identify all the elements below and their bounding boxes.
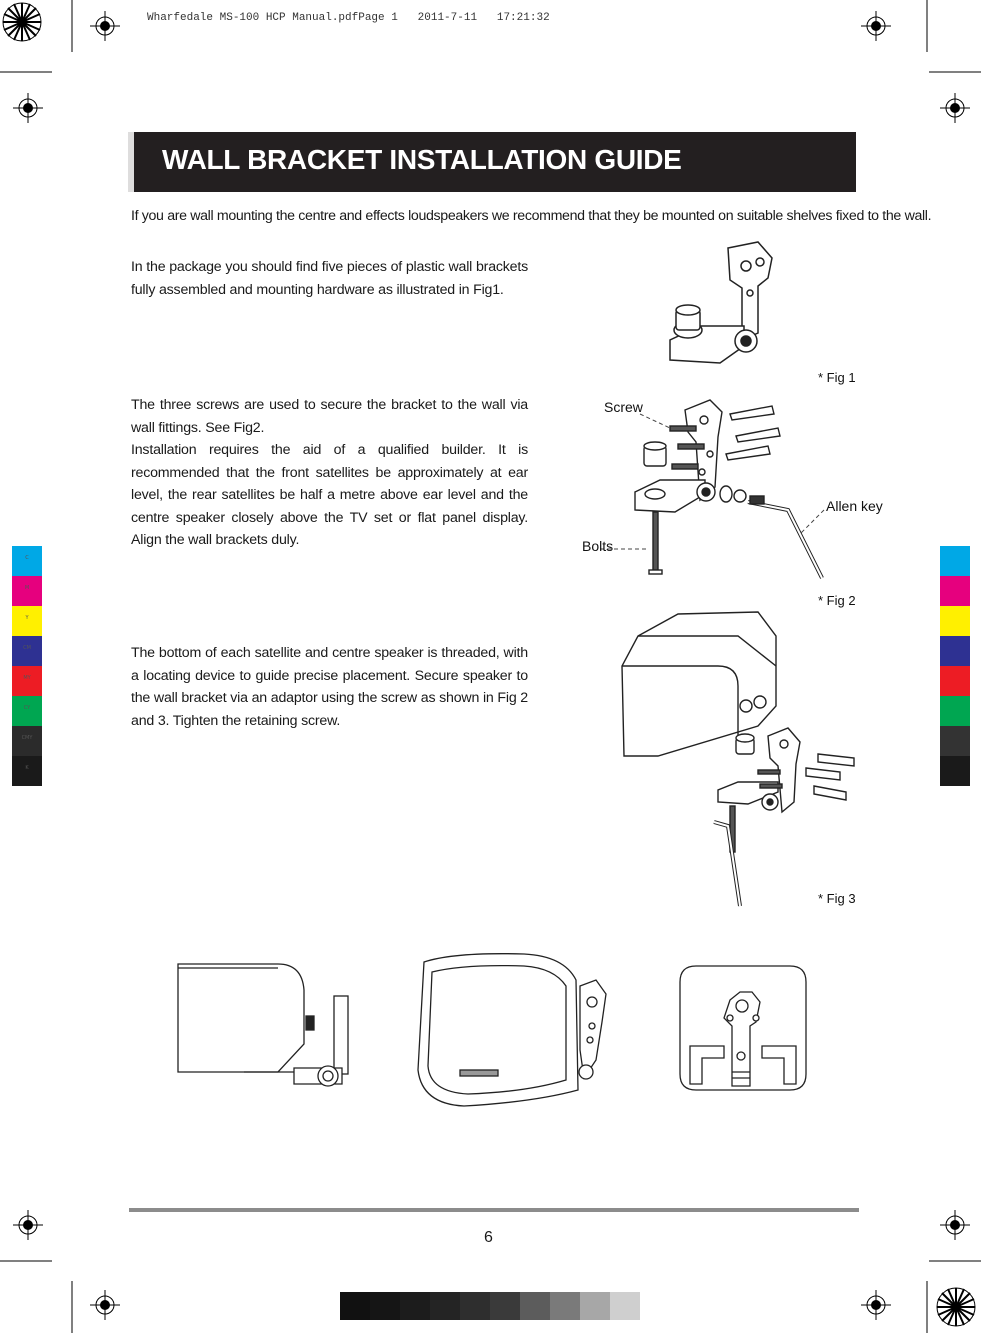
page-title: WALL BRACKET INSTALLATION GUIDE bbox=[162, 144, 682, 175]
star-target-icon bbox=[2, 2, 42, 42]
registration-target-icon bbox=[90, 1290, 120, 1320]
paragraph-threaded-bottom: The bottom of each satellite and centre speaker is threaded, with a locating device to guide precise placement. Secure speaker to the wall bracket via an adaptor using the screw as shown in Fig 2 and 3. Tighten the retaining screw. bbox=[131, 645, 528, 729]
callout-screw: Screw bbox=[604, 399, 643, 415]
registration-target-icon bbox=[940, 1210, 970, 1240]
color-swatch bbox=[940, 606, 970, 636]
color-swatch-label: M bbox=[24, 585, 30, 591]
color-swatch bbox=[940, 666, 970, 696]
color-swatch bbox=[940, 546, 970, 576]
color-swatch-label: C bbox=[25, 555, 29, 561]
fig2-exploded-illustration bbox=[600, 392, 860, 592]
color-swatch bbox=[12, 546, 42, 576]
color-swatch-label: MY bbox=[23, 675, 31, 681]
intro-text: If you are wall mounting the centre and effects loudspeakers we recommend that they be mounted on suitable shelves fixed to the wall. bbox=[131, 208, 932, 224]
color-swatch bbox=[940, 726, 970, 756]
gray-swatch bbox=[490, 1292, 520, 1320]
registration-target-icon bbox=[861, 1290, 891, 1320]
color-swatch bbox=[12, 576, 42, 606]
callout-bolts: Bolts bbox=[582, 538, 614, 554]
registration-target-icon bbox=[940, 93, 970, 123]
file-slug: Wharfedale MS-100 HCP Manual.pdfPage 1 2011-7-11 17:21:32 bbox=[147, 12, 550, 24]
color-swatch-label: K bbox=[25, 765, 29, 771]
fig1-bracket-illustration bbox=[660, 238, 780, 370]
paragraph-screws: The three screws are used to secure the bracket to the wall via wall fittings. See Fig2. bbox=[131, 397, 528, 436]
color-swatch bbox=[940, 576, 970, 606]
color-swatch-label: CY bbox=[23, 705, 31, 711]
color-swatch bbox=[12, 756, 42, 786]
color-swatch-label: CM bbox=[23, 645, 31, 651]
fig1-label: * Fig 1 bbox=[818, 370, 856, 385]
registration-target-icon bbox=[90, 11, 120, 41]
color-swatch bbox=[12, 666, 42, 696]
paragraph-package-contents: In the package you should find five pieces of plastic wall brackets fully assembled and mounting hardware as illustrated in Fig1. bbox=[131, 259, 528, 298]
gray-swatch bbox=[430, 1292, 460, 1320]
color-swatch bbox=[940, 756, 970, 786]
fig3-label: * Fig 3 bbox=[818, 891, 856, 906]
color-swatch bbox=[940, 636, 970, 666]
color-swatch bbox=[12, 606, 42, 636]
fig3-speaker-mount-illustration bbox=[618, 606, 858, 911]
registration-target-icon bbox=[13, 93, 43, 123]
registration-target-icon bbox=[861, 11, 891, 41]
fig2-label: * Fig 2 bbox=[818, 593, 856, 608]
gray-swatch bbox=[400, 1292, 430, 1320]
gray-swatch bbox=[460, 1292, 490, 1320]
right-color-bar bbox=[940, 546, 970, 786]
title-banner bbox=[128, 132, 856, 192]
color-swatch-label: Y bbox=[25, 615, 29, 621]
gray-step-bar bbox=[340, 1292, 640, 1320]
gray-swatch bbox=[550, 1292, 580, 1320]
color-swatch bbox=[12, 636, 42, 666]
callout-allen-key: Allen key bbox=[826, 498, 883, 514]
color-swatch bbox=[940, 696, 970, 726]
color-swatch bbox=[12, 726, 42, 756]
speaker-front-view bbox=[414, 950, 614, 1108]
title-accent bbox=[128, 132, 134, 192]
gray-swatch bbox=[520, 1292, 550, 1320]
gray-swatch bbox=[370, 1292, 400, 1320]
color-swatch-label: CMY bbox=[21, 735, 33, 741]
page-number: 6 bbox=[484, 1229, 493, 1246]
paragraph-installation: Installation requires the aid of a qualified builder. It is recommended that the front satellites be approximately at ear level, the rear satellites be half a metre above ear level and the centre speaker closely above the TV set or flat panel display. Align the wall brackets duly. bbox=[131, 442, 528, 548]
speaker-side-view bbox=[174, 960, 354, 1092]
gray-swatch bbox=[340, 1292, 370, 1320]
footer-rule bbox=[129, 1208, 859, 1212]
color-swatch bbox=[12, 696, 42, 726]
gray-swatch bbox=[610, 1292, 640, 1320]
speaker-rear-view bbox=[676, 962, 810, 1094]
left-color-bar bbox=[12, 546, 42, 786]
gray-swatch bbox=[580, 1292, 610, 1320]
star-target-icon bbox=[936, 1287, 976, 1327]
registration-target-icon bbox=[13, 1210, 43, 1240]
